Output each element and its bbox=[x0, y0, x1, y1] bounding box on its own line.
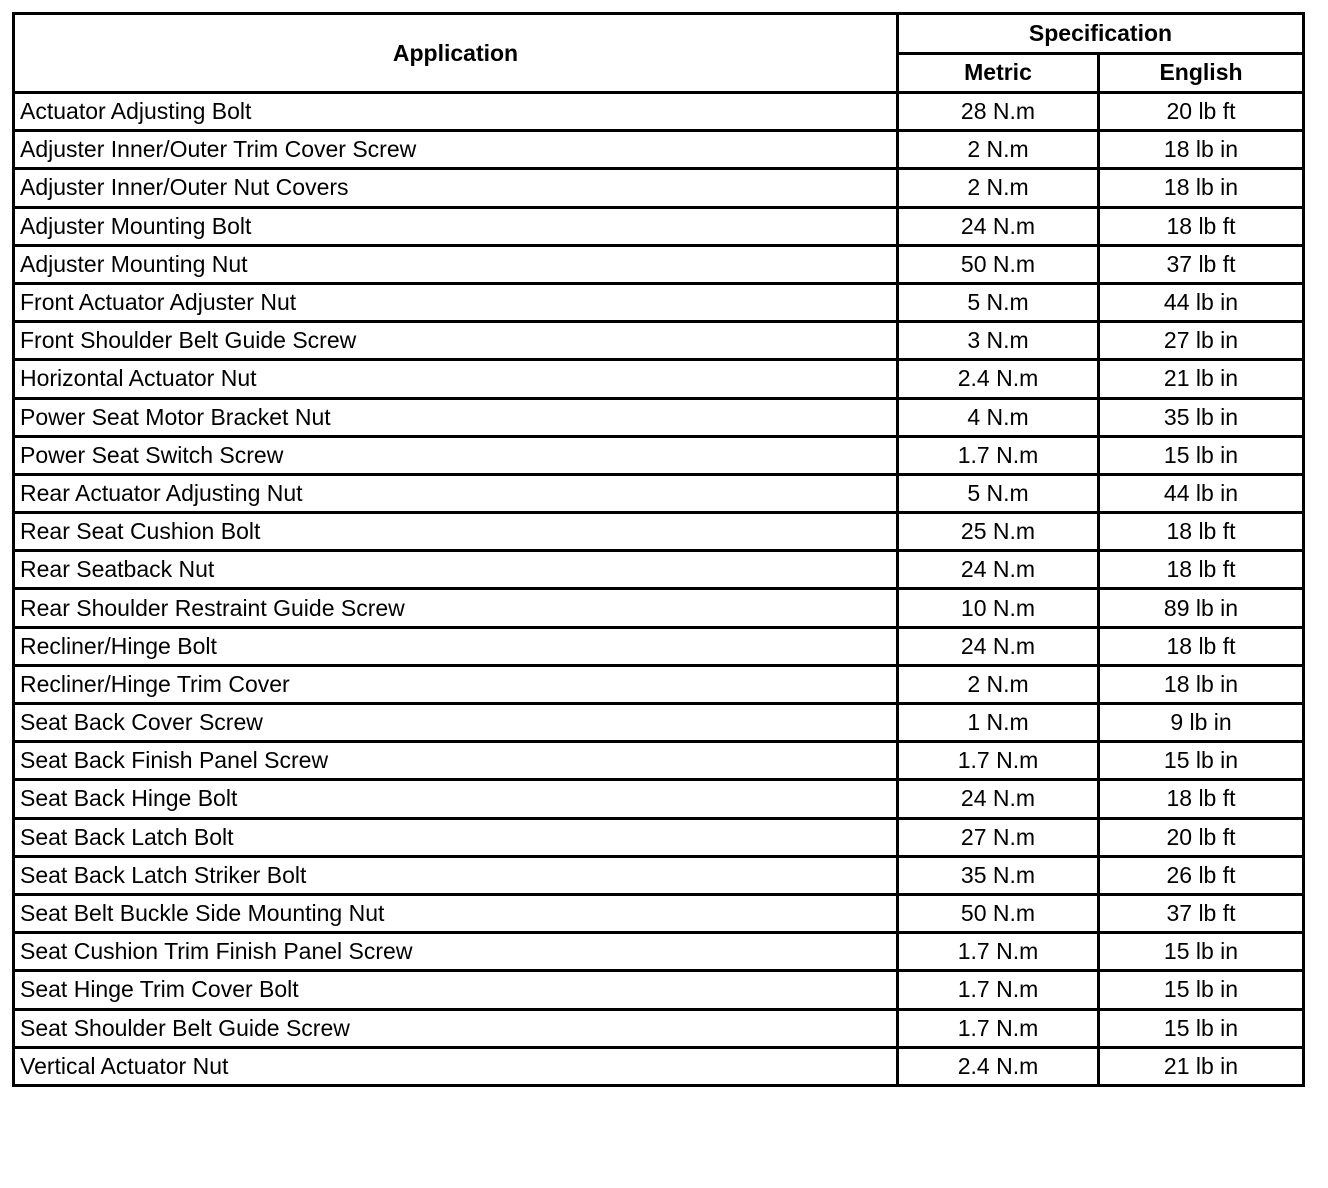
application-cell: Front Actuator Adjuster Nut bbox=[14, 283, 898, 321]
table-row bbox=[14, 818, 1304, 856]
english-cell: 9 lb in bbox=[1099, 704, 1304, 742]
table-row bbox=[14, 665, 1304, 703]
table-header bbox=[14, 14, 1304, 93]
table-row bbox=[14, 398, 1304, 436]
english-column-header: English bbox=[1099, 53, 1304, 93]
english-cell: 15 lb in bbox=[1099, 933, 1304, 971]
specification-column-header: Specification bbox=[898, 14, 1304, 54]
table-row bbox=[14, 474, 1304, 512]
application-cell: Rear Seatback Nut bbox=[14, 551, 898, 589]
application-cell: Power Seat Motor Bracket Nut bbox=[14, 398, 898, 436]
application-column-header: Application bbox=[14, 14, 898, 93]
english-cell: 18 lb in bbox=[1099, 131, 1304, 169]
metric-cell: 4 N.m bbox=[898, 398, 1099, 436]
english-cell: 21 lb in bbox=[1099, 1047, 1304, 1085]
english-cell: 20 lb ft bbox=[1099, 93, 1304, 131]
metric-cell: 27 N.m bbox=[898, 818, 1099, 856]
metric-cell: 2 N.m bbox=[898, 169, 1099, 207]
metric-cell: 50 N.m bbox=[898, 894, 1099, 932]
table-row bbox=[14, 283, 1304, 321]
application-cell: Actuator Adjusting Bolt bbox=[14, 93, 898, 131]
metric-cell: 1.7 N.m bbox=[898, 1009, 1099, 1047]
application-cell: Adjuster Inner/Outer Nut Covers bbox=[14, 169, 898, 207]
table-row bbox=[14, 589, 1304, 627]
metric-cell: 25 N.m bbox=[898, 513, 1099, 551]
metric-cell: 2 N.m bbox=[898, 131, 1099, 169]
table-row bbox=[14, 207, 1304, 245]
application-cell: Adjuster Mounting Nut bbox=[14, 245, 898, 283]
english-cell: 37 lb ft bbox=[1099, 894, 1304, 932]
application-cell: Seat Back Cover Screw bbox=[14, 704, 898, 742]
table-row bbox=[14, 971, 1304, 1009]
english-cell: 15 lb in bbox=[1099, 1009, 1304, 1047]
metric-cell: 1.7 N.m bbox=[898, 742, 1099, 780]
application-cell: Power Seat Switch Screw bbox=[14, 436, 898, 474]
header-row-top bbox=[14, 14, 1304, 54]
metric-cell: 1.7 N.m bbox=[898, 436, 1099, 474]
english-cell: 18 lb ft bbox=[1099, 551, 1304, 589]
english-cell: 15 lb in bbox=[1099, 742, 1304, 780]
english-cell: 44 lb in bbox=[1099, 474, 1304, 512]
table-row bbox=[14, 245, 1304, 283]
metric-column-header: Metric bbox=[898, 53, 1099, 93]
table-row bbox=[14, 1047, 1304, 1085]
application-cell: Front Shoulder Belt Guide Screw bbox=[14, 322, 898, 360]
application-cell: Seat Back Latch Striker Bolt bbox=[14, 856, 898, 894]
metric-cell: 5 N.m bbox=[898, 283, 1099, 321]
table-row bbox=[14, 894, 1304, 932]
metric-cell: 1.7 N.m bbox=[898, 933, 1099, 971]
table-row bbox=[14, 551, 1304, 589]
metric-cell: 28 N.m bbox=[898, 93, 1099, 131]
application-cell: Horizontal Actuator Nut bbox=[14, 360, 898, 398]
application-cell: Rear Shoulder Restraint Guide Screw bbox=[14, 589, 898, 627]
english-cell: 15 lb in bbox=[1099, 971, 1304, 1009]
table-row bbox=[14, 131, 1304, 169]
table-row bbox=[14, 933, 1304, 971]
metric-cell: 10 N.m bbox=[898, 589, 1099, 627]
application-cell: Recliner/Hinge Trim Cover bbox=[14, 665, 898, 703]
table-row bbox=[14, 742, 1304, 780]
metric-cell: 2.4 N.m bbox=[898, 360, 1099, 398]
application-cell: Seat Back Hinge Bolt bbox=[14, 780, 898, 818]
application-cell: Rear Seat Cushion Bolt bbox=[14, 513, 898, 551]
english-cell: 44 lb in bbox=[1099, 283, 1304, 321]
english-cell: 18 lb ft bbox=[1099, 627, 1304, 665]
english-cell: 26 lb ft bbox=[1099, 856, 1304, 894]
application-cell: Seat Back Latch Bolt bbox=[14, 818, 898, 856]
metric-cell: 1.7 N.m bbox=[898, 971, 1099, 1009]
application-cell: Seat Shoulder Belt Guide Screw bbox=[14, 1009, 898, 1047]
metric-cell: 24 N.m bbox=[898, 627, 1099, 665]
english-cell: 18 lb ft bbox=[1099, 780, 1304, 818]
metric-cell: 5 N.m bbox=[898, 474, 1099, 512]
application-cell: Seat Back Finish Panel Screw bbox=[14, 742, 898, 780]
table-row bbox=[14, 93, 1304, 131]
english-cell: 35 lb in bbox=[1099, 398, 1304, 436]
table-row bbox=[14, 436, 1304, 474]
metric-cell: 2 N.m bbox=[898, 665, 1099, 703]
english-cell: 21 lb in bbox=[1099, 360, 1304, 398]
english-cell: 18 lb ft bbox=[1099, 513, 1304, 551]
english-cell: 27 lb in bbox=[1099, 322, 1304, 360]
english-cell: 15 lb in bbox=[1099, 436, 1304, 474]
application-cell: Rear Actuator Adjusting Nut bbox=[14, 474, 898, 512]
table-row bbox=[14, 360, 1304, 398]
application-cell: Vertical Actuator Nut bbox=[14, 1047, 898, 1085]
metric-cell: 1 N.m bbox=[898, 704, 1099, 742]
english-cell: 18 lb in bbox=[1099, 169, 1304, 207]
metric-cell: 50 N.m bbox=[898, 245, 1099, 283]
table-body bbox=[14, 93, 1304, 1086]
table-row bbox=[14, 169, 1304, 207]
metric-cell: 24 N.m bbox=[898, 780, 1099, 818]
table-row bbox=[14, 627, 1304, 665]
table-row bbox=[14, 513, 1304, 551]
application-cell: Adjuster Mounting Bolt bbox=[14, 207, 898, 245]
table-row bbox=[14, 856, 1304, 894]
table-row bbox=[14, 1009, 1304, 1047]
metric-cell: 2.4 N.m bbox=[898, 1047, 1099, 1085]
metric-cell: 24 N.m bbox=[898, 207, 1099, 245]
application-cell: Seat Cushion Trim Finish Panel Screw bbox=[14, 933, 898, 971]
english-cell: 37 lb ft bbox=[1099, 245, 1304, 283]
application-cell: Adjuster Inner/Outer Trim Cover Screw bbox=[14, 131, 898, 169]
english-cell: 20 lb ft bbox=[1099, 818, 1304, 856]
fastener-specification-table bbox=[12, 12, 1305, 1087]
table-row bbox=[14, 322, 1304, 360]
english-cell: 89 lb in bbox=[1099, 589, 1304, 627]
english-cell: 18 lb ft bbox=[1099, 207, 1304, 245]
table-row bbox=[14, 704, 1304, 742]
application-cell: Seat Hinge Trim Cover Bolt bbox=[14, 971, 898, 1009]
metric-cell: 3 N.m bbox=[898, 322, 1099, 360]
metric-cell: 35 N.m bbox=[898, 856, 1099, 894]
application-cell: Recliner/Hinge Bolt bbox=[14, 627, 898, 665]
application-cell: Seat Belt Buckle Side Mounting Nut bbox=[14, 894, 898, 932]
english-cell: 18 lb in bbox=[1099, 665, 1304, 703]
table-row bbox=[14, 780, 1304, 818]
metric-cell: 24 N.m bbox=[898, 551, 1099, 589]
